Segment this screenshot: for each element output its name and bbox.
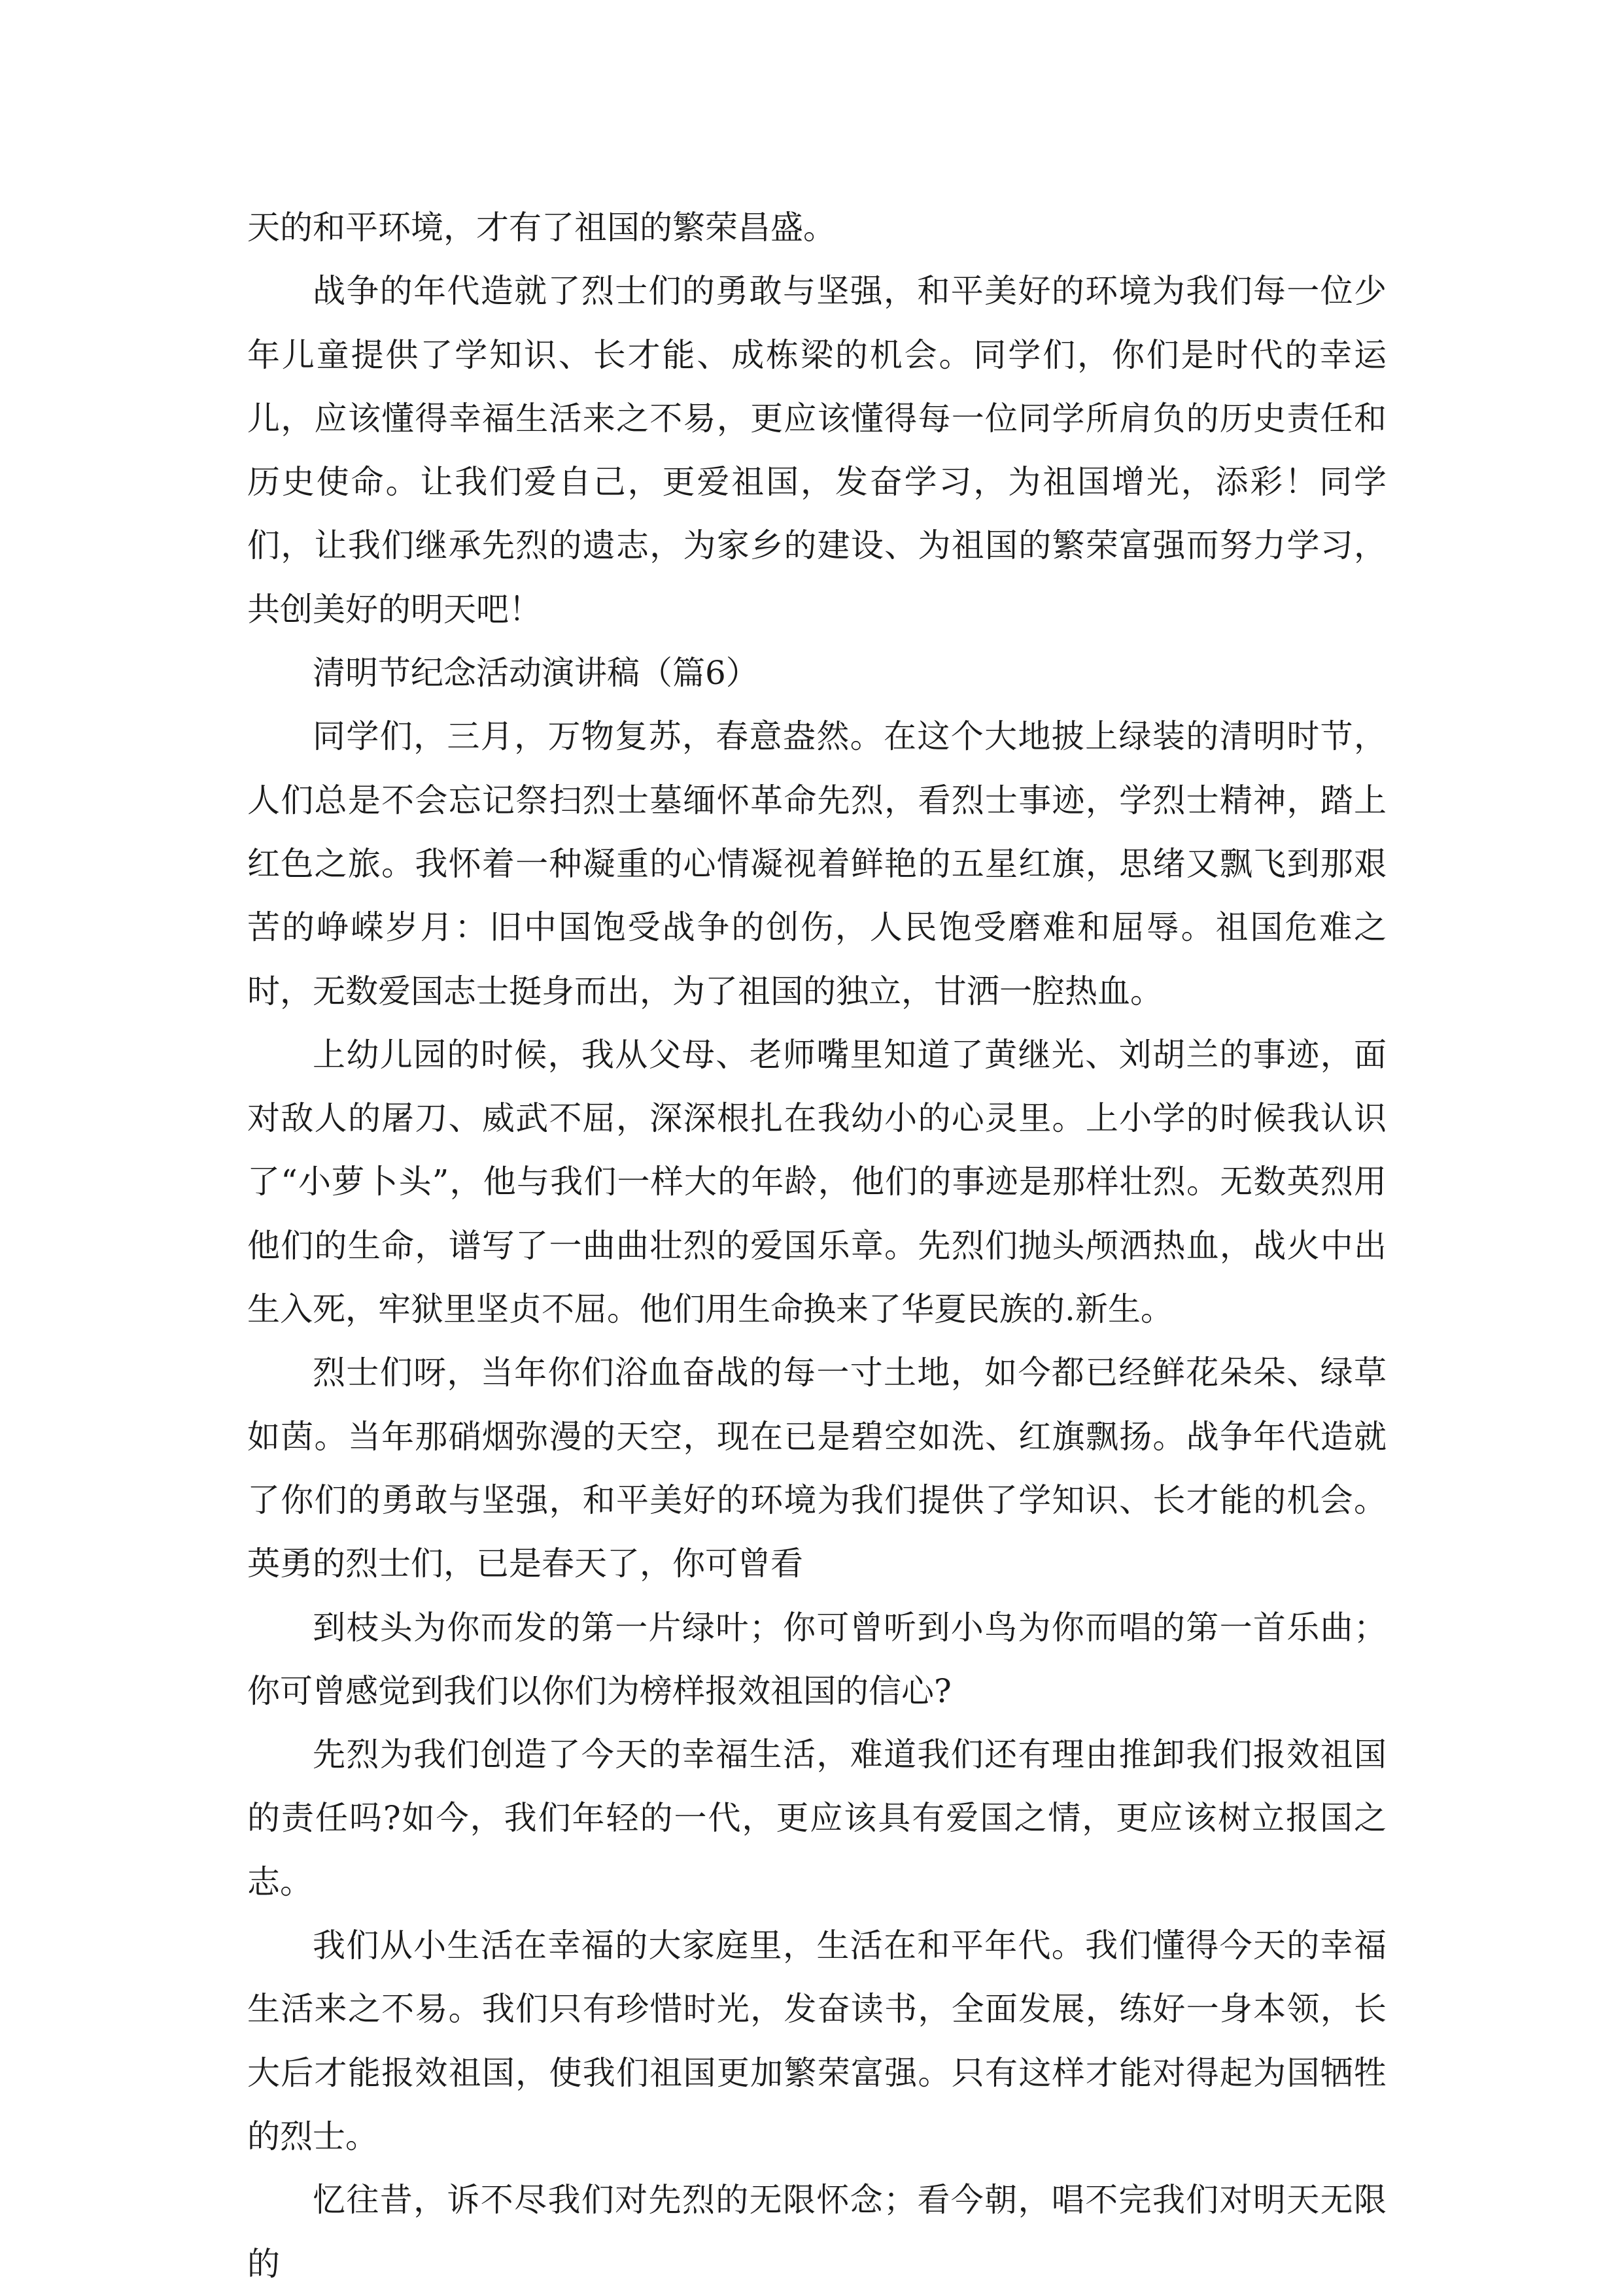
paragraph: 战争的年代造就了烈士们的勇敢与坚强，和平美好的环境为我们每一位少年儿童提供了学知识、长才能、成栋梁的机会。同学们，你们是时代的幸运儿，应该懂得幸福生活来之不易，更应该懂得每一位同学所肩负的历史责任和历史使命。让我们爱自己，更爱祖国，发奋学习，为祖国增光，添彩！同学们，让我们继承先烈的遗志，为家乡的建设、为祖国的繁荣富强而努力学习，共创美好的明天吧！ [247, 272, 1387, 628]
paragraph: 我们从小生活在幸福的大家庭里，生活在和平年代。我们懂得今天的幸福生活来之不易。我们只有珍惜时光，发奋读书，全面发展，练好一身本领，长大后才能报效祖国，使我们祖国更加繁荣富强。只有这样才能对得起为国牺牲的烈士。 [247, 1927, 1387, 2155]
paragraph: 同学们，三月，万物复苏，春意盎然。在这个大地披上绿装的清明时节，人们总是不会忘记祭扫烈士墓缅怀革命先烈，看烈士事迹，学烈士精神，踏上红色之旅。我怀着一种凝重的心情凝视着鲜艳的五星红旗，思绪又飘飞到那艰苦的峥嵘岁月：旧中国饱受战争的创伤，人民饱受磨难和屈辱。祖国危难之时，无数爱国志士挺身而出，为了祖国的独立，甘洒一腔热血。 [247, 717, 1387, 1010]
paragraph: 烈士们呀，当年你们浴血奋战的每一寸土地，如今都已经鲜花朵朵、绿草如茵。当年那硝烟弥漫的天空，现在已是碧空如洗、红旗飘扬。战争年代造就了你们的勇敢与坚强，和平美好的环境为我们提供了学知识、长才能的机会。英勇的烈士们，已是春天了，你可曾看 [247, 1354, 1387, 1583]
paragraph-continuation: 天的和平环境，才有了祖国的繁荣昌盛。 [247, 209, 836, 247]
paragraph: 到枝头为你而发的第一片绿叶；你可曾听到小鸟为你而唱的第一首乐曲；你可曾感觉到我们以你们为榜样报效祖国的信心? [247, 1608, 1387, 1710]
paragraph: 上幼儿园的时候，我从父母、老师嘴里知道了黄继光、刘胡兰的事迹，面对敌人的屠刀、威武不屈，深深根扎在我幼小的心灵里。上小学的时候我认识了“小萝卜头”，他与我们一样大的年龄，他们的事迹是那样壮烈。无数英烈用他们的生命，谱写了一曲曲壮烈的爱国乐章。先烈们抛头颅洒热血，战火中出生入死，牢狱里坚贞不屈。他们用生命换来了华夏民族的.新生。 [247, 1035, 1387, 1329]
section-heading: 清明节纪念活动演讲稿（篇6） [313, 654, 759, 693]
paragraph: 忆往昔，诉不尽我们对先烈的无限怀念；看今朝，唱不完我们对明天无限的 [247, 2181, 1387, 2283]
document-body [247, 196, 1387, 2296]
paragraph: 先烈为我们创造了今天的幸福生活，难道我们还有理由推卸我们报效祖国的责任吗?如今，我们年轻的一代，更应该具有爱国之情，更应该树立报国之志。 [247, 1736, 1387, 1901]
